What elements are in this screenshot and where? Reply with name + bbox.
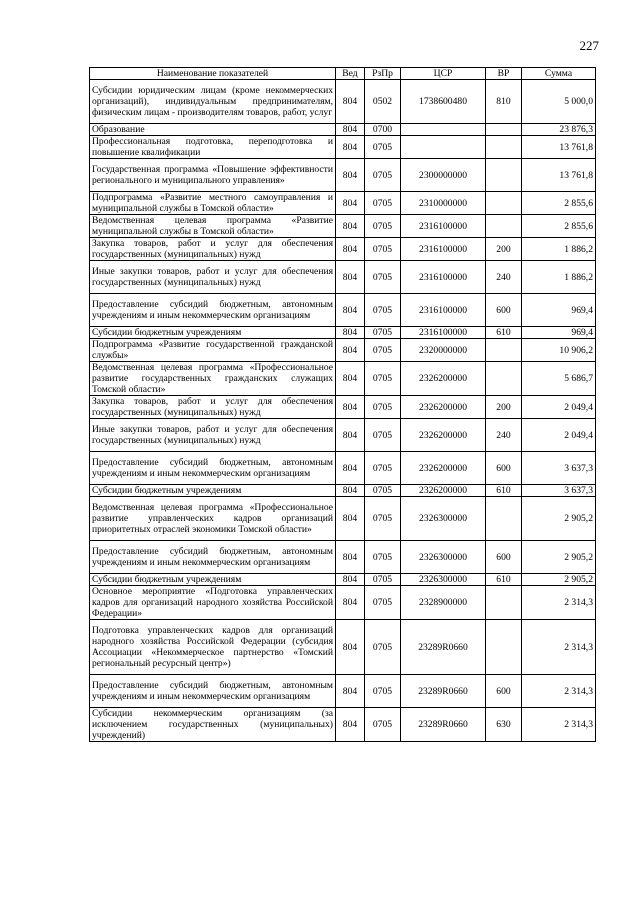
- row-sum-cell: 2 905,2: [522, 497, 596, 541]
- row-ved-cell: 804: [336, 261, 365, 294]
- row-sum-cell: 2 049,4: [522, 419, 596, 452]
- row-rzpr-cell: 0700: [365, 124, 401, 136]
- row-csr-cell: 2326200000: [401, 362, 486, 396]
- row-name-cell: Субсидии бюджетным учреждениям: [90, 485, 336, 497]
- table-row: [90, 238, 596, 261]
- row-sum-cell: 2 905,2: [522, 574, 596, 586]
- row-rzpr-cell: 0705: [365, 675, 401, 708]
- row-ved-cell: 804: [336, 620, 365, 675]
- page-number: 227: [579, 38, 599, 53]
- row-sum-cell: 3 637,3: [522, 452, 596, 485]
- row-ved-cell: 804: [336, 541, 365, 574]
- table-row: [90, 136, 596, 159]
- row-vr-cell: [486, 215, 522, 238]
- row-ved-cell: 804: [336, 339, 365, 362]
- row-rzpr-cell: 0502: [365, 80, 401, 124]
- row-csr-cell: 2316100000: [401, 261, 486, 294]
- row-vr-cell: 240: [486, 419, 522, 452]
- row-csr-cell: 2326300000: [401, 497, 486, 541]
- table-row: [90, 620, 596, 675]
- row-vr-cell: 610: [486, 485, 522, 497]
- table-row: [90, 485, 596, 497]
- row-sum-cell: 2 314,3: [522, 708, 596, 742]
- table-row: [90, 339, 596, 362]
- row-rzpr-cell: 0705: [365, 159, 401, 192]
- row-name-cell: Субсидии юридическим лицам (кроме некоммерческих организаций), индивидуальным предпринимателям, физическим лицам - производителям товаров, работ, услуг: [90, 80, 336, 124]
- row-rzpr-cell: 0705: [365, 620, 401, 675]
- row-vr-cell: [486, 497, 522, 541]
- row-rzpr-cell: 0705: [365, 136, 401, 159]
- row-vr-cell: [486, 192, 522, 215]
- table-row: [90, 362, 596, 396]
- row-name-cell: Субсидии некоммерческим организациям (за исключением государственных (муниципальных) учреждений): [90, 708, 336, 742]
- row-rzpr-cell: 0705: [365, 485, 401, 497]
- row-rzpr-cell: 0705: [365, 362, 401, 396]
- row-vr-cell: [486, 620, 522, 675]
- row-csr-cell: 23289R0660: [401, 620, 486, 675]
- row-csr-cell: 2316100000: [401, 238, 486, 261]
- row-csr-cell: 2326200000: [401, 396, 486, 419]
- row-csr-cell: 23289R0660: [401, 708, 486, 742]
- row-sum-cell: 5 000,0: [522, 80, 596, 124]
- row-name-cell: Ведомственная целевая программа «Профессиональное развитие государственных гражданских служащих Томской области»: [90, 362, 336, 396]
- table-row: [90, 261, 596, 294]
- table-row: [90, 452, 596, 485]
- row-csr-cell: 2310000000: [401, 192, 486, 215]
- row-sum-cell: 2 049,4: [522, 396, 596, 419]
- row-sum-cell: 2 314,3: [522, 586, 596, 620]
- row-csr-cell: 2300000000: [401, 159, 486, 192]
- table-row: [90, 586, 596, 620]
- row-sum-cell: 1 886,2: [522, 261, 596, 294]
- row-ved-cell: 804: [336, 238, 365, 261]
- row-rzpr-cell: 0705: [365, 396, 401, 419]
- row-name-cell: Подпрограмма «Развитие государственной гражданской службы»: [90, 339, 336, 362]
- row-ved-cell: 804: [336, 159, 365, 192]
- row-csr-cell: 2326200000: [401, 485, 486, 497]
- row-vr-cell: 240: [486, 261, 522, 294]
- row-vr-cell: 810: [486, 80, 522, 124]
- row-rzpr-cell: 0705: [365, 215, 401, 238]
- row-vr-cell: [486, 339, 522, 362]
- budget-table: [89, 67, 596, 742]
- table-row: [90, 396, 596, 419]
- header-csr: ЦСР: [401, 68, 486, 80]
- table-row: [90, 708, 596, 742]
- row-ved-cell: 804: [336, 708, 365, 742]
- row-rzpr-cell: 0705: [365, 327, 401, 339]
- row-vr-cell: 600: [486, 452, 522, 485]
- row-vr-cell: 630: [486, 708, 522, 742]
- row-sum-cell: 1 886,2: [522, 238, 596, 261]
- row-name-cell: Субсидии бюджетным учреждениям: [90, 327, 336, 339]
- row-name-cell: Подготовка управленческих кадров для организаций народного хозяйства Российской Федерации (субсидия Ассоциации «Некоммерческое партнерство «Томский региональный ресурсный центр»): [90, 620, 336, 675]
- row-csr-cell: [401, 136, 486, 159]
- row-csr-cell: 2326200000: [401, 419, 486, 452]
- row-ved-cell: 804: [336, 192, 365, 215]
- row-vr-cell: 610: [486, 327, 522, 339]
- table-row: [90, 124, 596, 136]
- row-csr-cell: 23289R0660: [401, 675, 486, 708]
- row-rzpr-cell: 0705: [365, 339, 401, 362]
- row-sum-cell: 13 761,8: [522, 159, 596, 192]
- row-vr-cell: 600: [486, 541, 522, 574]
- row-sum-cell: 2 314,3: [522, 675, 596, 708]
- row-rzpr-cell: 0705: [365, 238, 401, 261]
- header-sum: Сумма: [522, 68, 596, 80]
- row-csr-cell: 1738600480: [401, 80, 486, 124]
- header-vr: ВР: [486, 68, 522, 80]
- row-ved-cell: 804: [336, 485, 365, 497]
- row-name-cell: Ведомственная целевая программа «Профессиональное развитие управленческих кадров организаций приоритетных отраслей экономики Томской области»: [90, 497, 336, 541]
- row-rzpr-cell: 0705: [365, 192, 401, 215]
- row-name-cell: Предоставление субсидий бюджетным, автономным учреждениям и иным некоммерческим организациям: [90, 675, 336, 708]
- table-row: [90, 327, 596, 339]
- row-csr-cell: 2326200000: [401, 452, 486, 485]
- row-name-cell: Образование: [90, 124, 336, 136]
- table-header-row: [90, 68, 596, 80]
- table-row: [90, 574, 596, 586]
- row-ved-cell: 804: [336, 80, 365, 124]
- table-row: [90, 215, 596, 238]
- header-name: Наименование показателей: [90, 68, 336, 80]
- row-name-cell: Предоставление субсидий бюджетным, автономным учреждениям и иным некоммерческим организациям: [90, 541, 336, 574]
- table-row: [90, 192, 596, 215]
- row-sum-cell: 5 686,7: [522, 362, 596, 396]
- row-vr-cell: 200: [486, 396, 522, 419]
- row-rzpr-cell: 0705: [365, 294, 401, 327]
- row-sum-cell: 13 761,8: [522, 136, 596, 159]
- row-rzpr-cell: 0705: [365, 261, 401, 294]
- row-rzpr-cell: 0705: [365, 586, 401, 620]
- header-rzpr: РзПр: [365, 68, 401, 80]
- row-vr-cell: 600: [486, 294, 522, 327]
- row-ved-cell: 804: [336, 586, 365, 620]
- row-vr-cell: [486, 586, 522, 620]
- row-sum-cell: 2 905,2: [522, 541, 596, 574]
- row-ved-cell: 804: [336, 574, 365, 586]
- row-csr-cell: 2326300000: [401, 574, 486, 586]
- row-sum-cell: 2 314,3: [522, 620, 596, 675]
- row-name-cell: Основное мероприятие «Подготовка управленческих кадров для организаций народного хозяйства Российской Федерации»: [90, 586, 336, 620]
- row-vr-cell: [486, 362, 522, 396]
- row-vr-cell: 200: [486, 238, 522, 261]
- row-ved-cell: 804: [336, 396, 365, 419]
- row-vr-cell: [486, 159, 522, 192]
- row-name-cell: Подпрограмма «Развитие местного самоуправления и муниципальной службы в Томской области»: [90, 192, 336, 215]
- row-name-cell: Профессиональная подготовка, переподготовка и повышение квалификации: [90, 136, 336, 159]
- row-csr-cell: [401, 124, 486, 136]
- row-sum-cell: 2 855,6: [522, 215, 596, 238]
- row-name-cell: Иные закупки товаров, работ и услуг для обеспечения государственных (муниципальных) нужд: [90, 419, 336, 452]
- row-csr-cell: 2320000000: [401, 339, 486, 362]
- row-csr-cell: 2316100000: [401, 327, 486, 339]
- row-rzpr-cell: 0705: [365, 497, 401, 541]
- row-name-cell: Ведомственная целевая программа «Развитие муниципальной службы в Томской области»: [90, 215, 336, 238]
- row-vr-cell: [486, 136, 522, 159]
- row-vr-cell: 600: [486, 675, 522, 708]
- row-ved-cell: 804: [336, 452, 365, 485]
- row-rzpr-cell: 0705: [365, 708, 401, 742]
- row-ved-cell: 804: [336, 362, 365, 396]
- row-name-cell: Предоставление субсидий бюджетным, автономным учреждениям и иным некоммерческим организациям: [90, 294, 336, 327]
- row-name-cell: Предоставление субсидий бюджетным, автономным учреждениям и иным некоммерческим организациям: [90, 452, 336, 485]
- table-row: [90, 419, 596, 452]
- row-ved-cell: 804: [336, 497, 365, 541]
- row-name-cell: Закупка товаров, работ и услуг для обеспечения государственных (муниципальных) нужд: [90, 238, 336, 261]
- row-ved-cell: 804: [336, 215, 365, 238]
- row-ved-cell: 804: [336, 675, 365, 708]
- row-name-cell: Субсидии бюджетным учреждениям: [90, 574, 336, 586]
- row-csr-cell: 2316100000: [401, 294, 486, 327]
- table-row: [90, 159, 596, 192]
- row-sum-cell: 23 876,3: [522, 124, 596, 136]
- row-name-cell: Государственная программа «Повышение эффективности регионального и муниципального управления»: [90, 159, 336, 192]
- row-ved-cell: 804: [336, 136, 365, 159]
- row-vr-cell: [486, 124, 522, 136]
- row-rzpr-cell: 0705: [365, 541, 401, 574]
- row-sum-cell: 2 855,6: [522, 192, 596, 215]
- row-csr-cell: 2326300000: [401, 541, 486, 574]
- row-vr-cell: 610: [486, 574, 522, 586]
- table-row: [90, 294, 596, 327]
- row-name-cell: Закупка товаров, работ и услуг для обеспечения государственных (муниципальных) нужд: [90, 396, 336, 419]
- table-row: [90, 497, 596, 541]
- row-ved-cell: 804: [336, 327, 365, 339]
- header-ved: Вед: [336, 68, 365, 80]
- row-csr-cell: 2316100000: [401, 215, 486, 238]
- row-ved-cell: 804: [336, 294, 365, 327]
- table-row: [90, 541, 596, 574]
- row-csr-cell: 2328900000: [401, 586, 486, 620]
- row-sum-cell: 3 637,3: [522, 485, 596, 497]
- row-ved-cell: 804: [336, 124, 365, 136]
- row-rzpr-cell: 0705: [365, 452, 401, 485]
- row-rzpr-cell: 0705: [365, 574, 401, 586]
- row-sum-cell: 969,4: [522, 294, 596, 327]
- row-name-cell: Иные закупки товаров, работ и услуг для обеспечения государственных (муниципальных) нужд: [90, 261, 336, 294]
- row-ved-cell: 804: [336, 419, 365, 452]
- row-rzpr-cell: 0705: [365, 419, 401, 452]
- row-sum-cell: 969,4: [522, 327, 596, 339]
- row-sum-cell: 10 906,2: [522, 339, 596, 362]
- table-row: [90, 80, 596, 124]
- table-row: [90, 675, 596, 708]
